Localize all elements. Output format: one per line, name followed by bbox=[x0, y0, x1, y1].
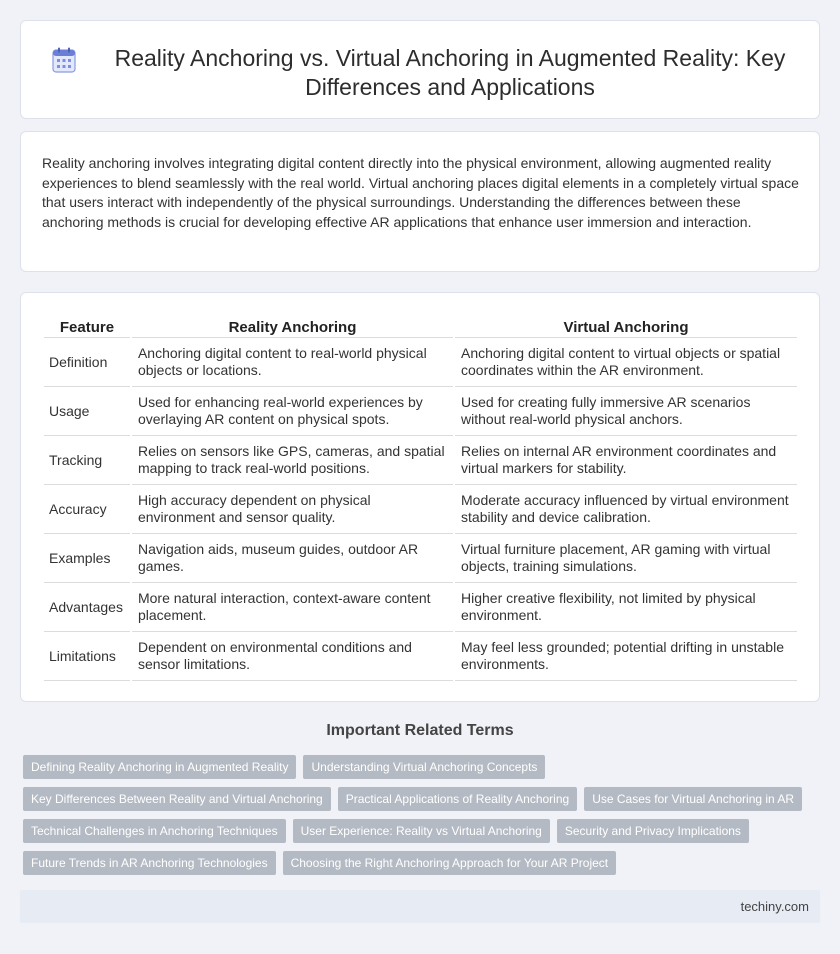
header-virtual-anchoring: Virtual Anchoring bbox=[455, 314, 797, 338]
related-term-tag[interactable]: User Experience: Reality vs Virtual Anchoring bbox=[293, 819, 550, 843]
header-card bbox=[20, 20, 820, 119]
table-row bbox=[44, 387, 797, 436]
feature-cell: Examples bbox=[44, 534, 130, 583]
virtual-cell: Moderate accuracy influenced by virtual environment stability and device calibration. bbox=[455, 485, 797, 534]
related-term-tag[interactable]: Security and Privacy Implications bbox=[557, 819, 749, 843]
intro-paragraph: Reality anchoring involves integrating digital content directly into the physical environment, allowing augmented reality experiences to blend seamlessly with the real world. Virtual anchoring places digital elements in a completely virtual space that users interact with independently of the physical surroundings. Understanding the differences between these anchoring methods is crucial for developing effective AR applications that enhance user immersion and interaction. bbox=[42, 155, 799, 230]
related-term-tag[interactable]: Use Cases for Virtual Anchoring in AR bbox=[584, 787, 802, 811]
related-term-tag[interactable]: Key Differences Between Reality and Virtual Anchoring bbox=[23, 787, 331, 811]
header-reality-anchoring: Reality Anchoring bbox=[132, 314, 453, 338]
virtual-cell: Higher creative flexibility, not limited by physical environment. bbox=[455, 583, 797, 632]
footer-site-link[interactable]: techiny.com bbox=[740, 899, 809, 914]
feature-cell: Limitations bbox=[44, 632, 130, 681]
related-terms-title: Important Related Terms bbox=[326, 722, 514, 739]
related-term-tag[interactable]: Future Trends in AR Anchoring Technologies bbox=[23, 851, 276, 875]
footer bbox=[20, 890, 820, 923]
comparison-table bbox=[42, 314, 799, 681]
table-row bbox=[44, 485, 797, 534]
reality-cell: Dependent on environmental conditions and sensor limitations. bbox=[132, 632, 453, 681]
feature-cell: Usage bbox=[44, 387, 130, 436]
feature-cell: Advantages bbox=[44, 583, 130, 632]
feature-cell: Tracking bbox=[44, 436, 130, 485]
virtual-cell: Relies on internal AR environment coordinates and virtual markers for stability. bbox=[455, 436, 797, 485]
related-term-tag[interactable]: Practical Applications of Reality Anchoring bbox=[338, 787, 577, 811]
table-row bbox=[44, 632, 797, 681]
tag-row bbox=[23, 755, 813, 779]
related-term-tag[interactable]: Choosing the Right Anchoring Approach for Your AR Project bbox=[283, 851, 617, 875]
reality-cell: Used for enhancing real-world experiences by overlaying AR content on physical spots. bbox=[132, 387, 453, 436]
table-row bbox=[44, 436, 797, 485]
feature-cell: Definition bbox=[44, 338, 130, 387]
feature-cell: Accuracy bbox=[44, 485, 130, 534]
intro-card bbox=[20, 131, 820, 272]
virtual-cell: Virtual furniture placement, AR gaming with virtual objects, training simulations. bbox=[455, 534, 797, 583]
page-title: Reality Anchoring vs. Virtual Anchoring in Augmented Reality: Key Differences and Applications bbox=[114, 45, 786, 100]
virtual-cell: Used for creating fully immersive AR scenarios without real-world physical anchors. bbox=[455, 387, 797, 436]
reality-cell: Relies on sensors like GPS, cameras, and spatial mapping to track real-world positions. bbox=[132, 436, 453, 485]
virtual-cell: May feel less grounded; potential drifting in unstable environments. bbox=[455, 632, 797, 681]
tag-row bbox=[23, 851, 813, 875]
table-row bbox=[44, 534, 797, 583]
table-row bbox=[44, 338, 797, 387]
reality-cell: High accuracy dependent on physical environment and sensor quality. bbox=[132, 485, 453, 534]
reality-cell: More natural interaction, context-aware content placement. bbox=[132, 583, 453, 632]
virtual-cell: Anchoring digital content to virtual objects or spatial coordinates within the AR environment. bbox=[455, 338, 797, 387]
table-row bbox=[44, 583, 797, 632]
related-term-tag[interactable]: Technical Challenges in Anchoring Techniques bbox=[23, 819, 286, 843]
related-term-tag[interactable]: Defining Reality Anchoring in Augmented Reality bbox=[23, 755, 296, 779]
tag-row bbox=[23, 787, 813, 811]
comparison-table-card bbox=[20, 292, 820, 702]
calendar-grid-icon bbox=[52, 47, 76, 73]
reality-cell: Navigation aids, museum guides, outdoor AR games. bbox=[132, 534, 453, 583]
reality-cell: Anchoring digital content to real-world physical objects or locations. bbox=[132, 338, 453, 387]
related-term-tag[interactable]: Understanding Virtual Anchoring Concepts bbox=[303, 755, 545, 779]
tag-row bbox=[23, 819, 813, 843]
related-terms-tags bbox=[23, 755, 813, 883]
table-header-row bbox=[44, 314, 797, 338]
header-feature: Feature bbox=[44, 314, 130, 338]
